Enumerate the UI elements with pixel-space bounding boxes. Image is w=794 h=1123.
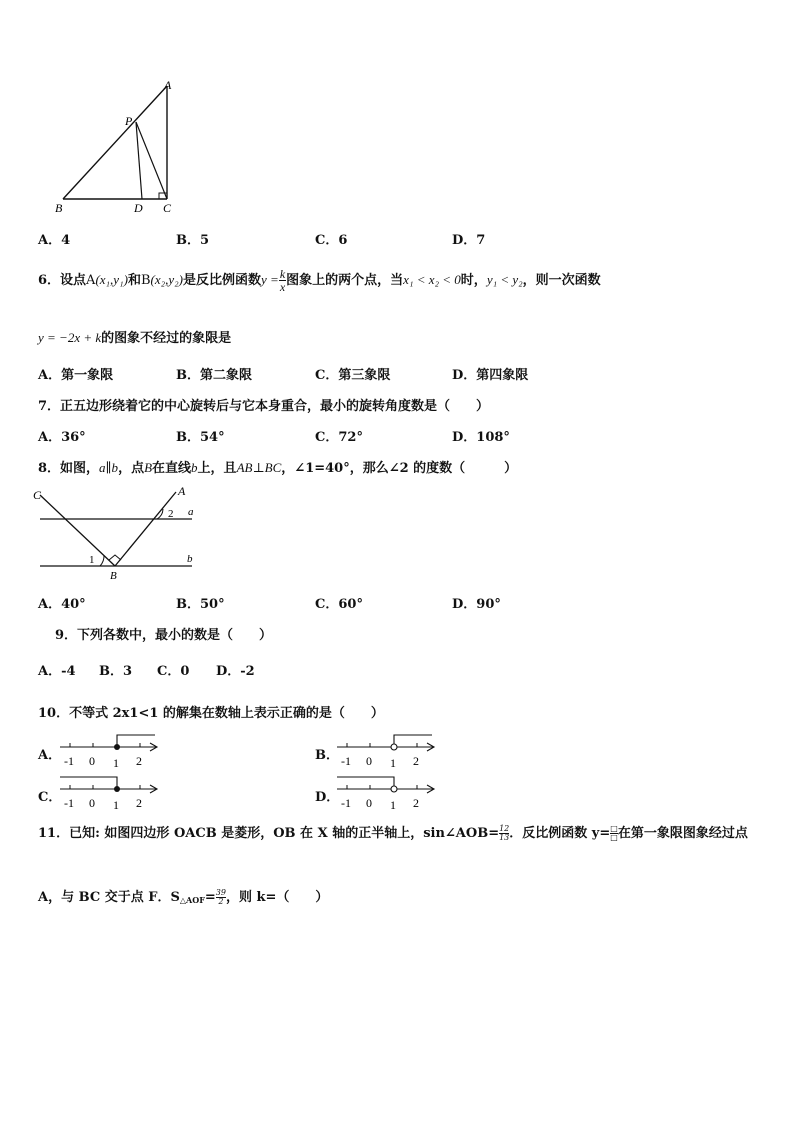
label-C: C: [33, 488, 42, 502]
q11-fn-num: □: [610, 824, 618, 833]
label-B: B: [55, 201, 63, 215]
label-C: C: [163, 201, 172, 215]
q8-t3: 在直线: [152, 461, 192, 476]
q10-label-b: B．: [315, 748, 339, 763]
label-A: A: [164, 78, 172, 92]
tick-neg1: -1: [64, 754, 74, 768]
q9-option-b: B．3: [99, 664, 133, 679]
q5-option-b: B．5: [176, 233, 210, 248]
q6-and: 和: [127, 273, 141, 288]
q8-t2: ，点: [118, 461, 145, 476]
q5-option-d: D．7: [452, 233, 486, 248]
q11-sin-fraction: [499, 825, 509, 842]
tick-0: 0: [89, 754, 95, 768]
tick-2: 2: [136, 796, 142, 810]
q6-y-eq: y =: [261, 272, 279, 287]
q9-option-a: A．-4: [38, 664, 76, 679]
q6-mid: 是反比例函数: [183, 273, 262, 288]
tick-1: 1: [390, 756, 396, 770]
label-angle-1: 1: [89, 554, 95, 566]
q8-option-b: B．50°: [176, 597, 225, 612]
q8-t4: 上，且: [197, 461, 237, 476]
label-b: b: [187, 553, 193, 565]
q7-option-b: B．54°: [176, 430, 225, 445]
q6-prefix: 6．设点: [38, 273, 87, 288]
q8-option-c: C．60°: [315, 597, 363, 612]
q6-line2-text: 的图象不经过的象限是: [101, 331, 232, 346]
q9-option-c: C．0: [157, 664, 190, 679]
q8-option-d: D．90°: [452, 597, 501, 612]
q6-tail: ，则一次函数: [522, 273, 601, 288]
q11-fn-den: □: [610, 833, 618, 842]
tick-2: 2: [413, 754, 419, 768]
q5-option-a: A．4: [38, 233, 71, 248]
q6-point-a: A: [86, 273, 96, 288]
label-angle-2: 2: [168, 508, 174, 520]
q6-option-d: D．第四象限: [452, 368, 529, 383]
q7-option-c: C．72°: [315, 430, 363, 445]
q6-frac-k: k: [279, 267, 286, 281]
q8-perp: AB⊥BC: [236, 460, 282, 475]
q11-l2c: ，则 k=（ ）: [225, 890, 329, 905]
q10-stem: 10．不等式 2x1<1 的解集在数轴上表示正确的是（ ）: [38, 706, 384, 721]
q11-t2: ．反比例函数 y=: [509, 826, 611, 841]
q6-mid2: 图象上的两个点，当: [286, 273, 404, 288]
q7-option-a: A．36°: [38, 430, 86, 445]
q8-t1: 8．如图，: [38, 461, 100, 476]
tick-2: 2: [136, 754, 142, 768]
q11-sin-den: 13: [499, 833, 510, 842]
tick-1: 1: [113, 798, 119, 812]
label-B: B: [110, 570, 117, 582]
q7-option-d: D．108°: [452, 430, 510, 445]
label-P: P: [125, 114, 133, 128]
tick-2: 2: [413, 796, 419, 810]
q8-parallel: a∥b: [99, 460, 119, 475]
q11-sub: △AOF: [179, 895, 205, 905]
tick-neg1: -1: [341, 796, 351, 810]
q6-cond2: y₁ < y₂: [486, 272, 523, 287]
q11-l2a: A，与 BC 交于点 F．S: [38, 890, 180, 905]
q6-frac-x: x: [279, 280, 286, 294]
label-D: D: [134, 201, 143, 215]
tick-1: 1: [113, 756, 119, 770]
q6-stem-line2: [38, 327, 231, 346]
q11-t1: 11．已知: 如图四边形 OACB 是菱形，OB 在 X 轴的正半轴上，sin∠AOB=: [38, 826, 500, 841]
q6-option-a: A．第一象限: [38, 368, 114, 383]
q11-l2b: =: [204, 890, 216, 905]
triangle-figure-q5: [55, 78, 185, 218]
tick-0: 0: [89, 796, 95, 810]
q8-line-b: b: [191, 460, 198, 475]
q11-area-fraction: [216, 889, 226, 906]
q10-label-a: A．: [38, 748, 62, 763]
q11-area-den: 2: [218, 897, 224, 906]
q11-stem-line2: [38, 886, 328, 906]
q7-stem: 7．正五边形绕着它的中心旋转后与它本身重合，最小的旋转角度数是（ ）: [38, 399, 490, 414]
q10-label-d: D．: [315, 790, 340, 805]
q10-label-c: C．: [38, 790, 62, 805]
tick-neg1: -1: [64, 796, 74, 810]
parallel-lines-figure-q8: [30, 483, 205, 583]
q6-option-b: B．第二象限: [176, 368, 252, 383]
label-a: a: [188, 506, 194, 518]
q8-option-a: A．40°: [38, 597, 86, 612]
tick-neg1: -1: [341, 754, 351, 768]
q11-area-num: 39: [215, 888, 226, 897]
q9-option-d: D．-2: [216, 664, 255, 679]
q6-coord-b: (x₂,y₂): [150, 272, 184, 287]
tick-1: 1: [390, 798, 396, 812]
number-line-d: [335, 774, 440, 814]
label-A: A: [178, 484, 186, 498]
tick-0: 0: [366, 796, 372, 810]
q6-option-c: C．第三象限: [315, 368, 391, 383]
q6-point-b: B: [140, 273, 151, 288]
q6-line-expr: y = −2x + k: [38, 330, 102, 345]
q8-point-b: B: [144, 460, 153, 475]
q8-stem: [38, 457, 517, 476]
number-line-a: [58, 732, 163, 772]
q6-cond1: x₁ < x₂ < 0: [403, 272, 461, 287]
q9-stem: 9．下列各数中，最小的数是（ ）: [55, 628, 273, 643]
q5-option-c: C．6: [315, 233, 348, 248]
number-line-c: [58, 774, 163, 814]
q11-fn-fraction: [610, 825, 618, 842]
q6-stem-line1: [38, 268, 601, 293]
number-line-b: [335, 732, 440, 772]
q11-stem-line1: [38, 822, 748, 842]
q6-when: 时，: [460, 273, 487, 288]
q11-t3: 在第一象限图象经过点: [617, 826, 748, 841]
q6-coord-a: (x₁,y₁): [95, 272, 128, 287]
q11-sin-num: 12: [499, 824, 510, 833]
q8-t5: ，∠1=40°，那么∠2 的度数（ ）: [281, 461, 518, 476]
tick-0: 0: [366, 754, 372, 768]
